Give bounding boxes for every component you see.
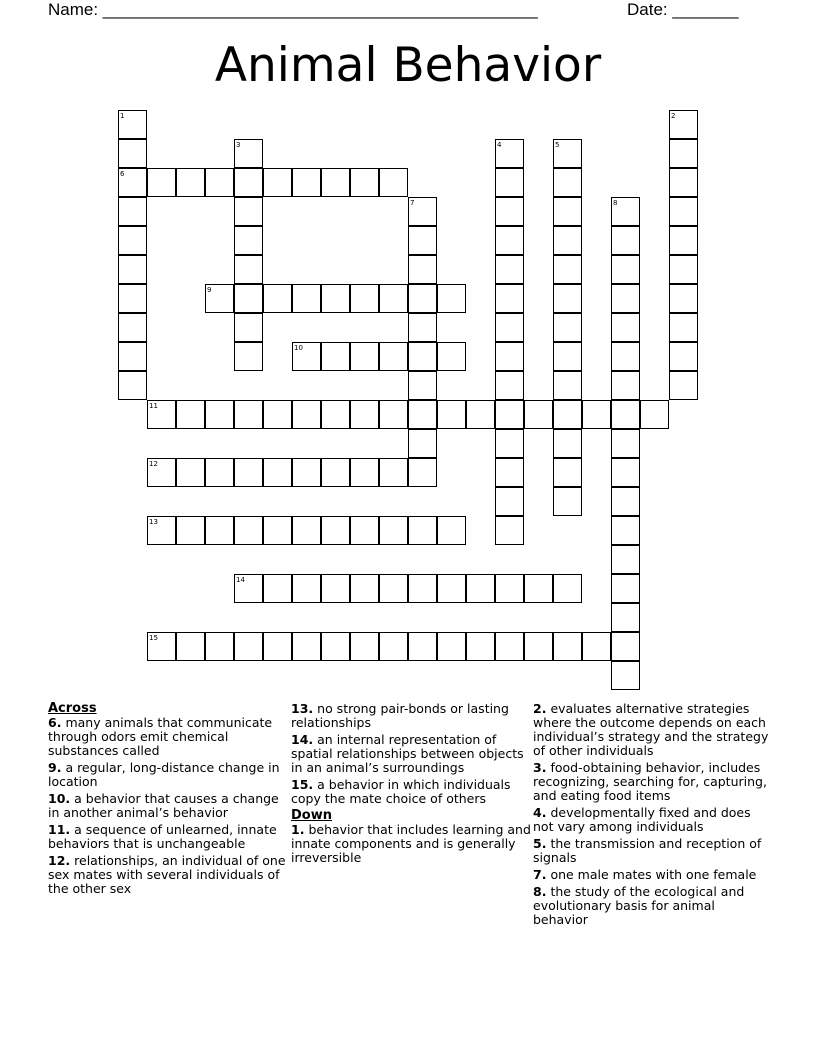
grid-cell[interactable] <box>611 342 640 371</box>
grid-cell[interactable] <box>234 255 263 284</box>
grid-cell[interactable] <box>118 313 147 342</box>
grid-cell[interactable] <box>379 342 408 371</box>
grid-cell[interactable] <box>350 574 379 603</box>
grid-cell[interactable] <box>292 284 321 313</box>
grid-cell[interactable] <box>553 487 582 516</box>
grid-cell[interactable] <box>553 632 582 661</box>
grid-cell[interactable] <box>379 516 408 545</box>
grid-cell[interactable] <box>263 284 292 313</box>
grid-cell[interactable] <box>553 226 582 255</box>
grid-cell[interactable] <box>611 429 640 458</box>
clue-number-label: 13 <box>149 518 158 526</box>
grid-cell[interactable] <box>321 400 350 429</box>
across-clue: 9. a regular, long-distance change in location <box>48 760 280 789</box>
grid-cell[interactable] <box>553 255 582 284</box>
grid-cell[interactable] <box>611 487 640 516</box>
grid-cell[interactable] <box>379 458 408 487</box>
down-clue: 7. one male mates with one female <box>533 867 757 882</box>
grid-cell[interactable] <box>263 400 292 429</box>
grid-cell[interactable] <box>495 458 524 487</box>
down-heading: Down <box>291 808 332 823</box>
grid-cell[interactable] <box>321 458 350 487</box>
grid-cell[interactable] <box>611 574 640 603</box>
grid-cell[interactable] <box>176 400 205 429</box>
across-clue: 6. many animals that communicate through odors emit chemical substances called <box>48 715 273 758</box>
grid-cell[interactable] <box>669 255 698 284</box>
grid-cell[interactable] <box>611 255 640 284</box>
grid-cell[interactable] <box>234 342 263 371</box>
grid-cell[interactable] <box>118 371 147 400</box>
grid-cell[interactable] <box>553 284 582 313</box>
grid-cell[interactable] <box>495 313 524 342</box>
grid-cell[interactable] <box>234 516 263 545</box>
grid-cell[interactable] <box>379 400 408 429</box>
grid-cell[interactable] <box>553 371 582 400</box>
down-clue: 1. behavior that includes learning and innate components and is generally irreversible <box>291 822 531 865</box>
grid-cell[interactable] <box>205 632 234 661</box>
grid-cell[interactable] <box>408 255 437 284</box>
grid-cell[interactable] <box>234 313 263 342</box>
grid-cell[interactable] <box>263 516 292 545</box>
grid-cell[interactable] <box>379 574 408 603</box>
grid-cell[interactable] <box>408 371 437 400</box>
grid-cell[interactable] <box>176 516 205 545</box>
grid-cell[interactable] <box>669 226 698 255</box>
grid-cell[interactable] <box>292 574 321 603</box>
grid-cell[interactable] <box>524 400 553 429</box>
across-clue: 14. an internal representation of spatial relationships between objects in an animal’s surroundings <box>291 732 524 775</box>
clue-number-label: 8 <box>613 199 618 207</box>
grid-cell[interactable] <box>350 400 379 429</box>
across-clue: 13. no strong pair-bonds or lasting relationships <box>291 701 509 730</box>
grid-cell[interactable] <box>437 342 466 371</box>
grid-cell[interactable] <box>611 284 640 313</box>
grid-cell[interactable] <box>553 574 582 603</box>
grid-cell[interactable] <box>553 429 582 458</box>
clue-number-label: 5 <box>555 141 560 149</box>
grid-cell[interactable] <box>669 197 698 226</box>
grid-cell[interactable] <box>205 168 234 197</box>
grid-cell[interactable] <box>118 284 147 313</box>
grid-cell[interactable] <box>669 168 698 197</box>
grid-cell[interactable] <box>437 516 466 545</box>
grid-cell[interactable] <box>524 574 553 603</box>
clue-number-label: 6 <box>120 170 125 178</box>
grid-cell[interactable] <box>437 574 466 603</box>
grid-cell[interactable] <box>524 632 553 661</box>
grid-cell[interactable] <box>408 226 437 255</box>
clue-number-label: 15 <box>149 634 158 642</box>
grid-cell[interactable] <box>495 342 524 371</box>
grid-cell[interactable] <box>495 487 524 516</box>
grid-cell[interactable] <box>118 342 147 371</box>
grid-cell[interactable] <box>292 168 321 197</box>
down-clue: 8. the study of the ecological and evolutionary basis for animal behavior <box>533 884 745 927</box>
clue-number-label: 7 <box>410 199 415 207</box>
grid-cell[interactable] <box>408 400 437 429</box>
grid-cell[interactable] <box>611 632 640 661</box>
grid-cell[interactable] <box>495 226 524 255</box>
grid-cell[interactable] <box>350 632 379 661</box>
grid-cell[interactable] <box>495 429 524 458</box>
grid-cell[interactable] <box>118 255 147 284</box>
grid-cell[interactable] <box>321 516 350 545</box>
clue-number-label: 12 <box>149 460 158 468</box>
grid-cell[interactable] <box>379 168 408 197</box>
grid-cell[interactable] <box>176 168 205 197</box>
grid-cell[interactable] <box>408 574 437 603</box>
grid-cell[interactable] <box>408 632 437 661</box>
grid-cell[interactable] <box>205 458 234 487</box>
page-title: Animal Behavior <box>214 38 602 93</box>
grid-cell[interactable] <box>582 632 611 661</box>
clues-column-2 <box>291 702 531 868</box>
grid-cell[interactable] <box>321 284 350 313</box>
grid-cell[interactable] <box>118 226 147 255</box>
grid-cell[interactable] <box>553 458 582 487</box>
grid-cell[interactable] <box>234 632 263 661</box>
grid-cell[interactable] <box>466 574 495 603</box>
across-clue: 15. a behavior in which individuals copy the mate choice of others <box>291 777 511 806</box>
grid-cell[interactable] <box>466 400 495 429</box>
grid-cell[interactable] <box>495 400 524 429</box>
grid-cell[interactable] <box>495 371 524 400</box>
grid-cell[interactable] <box>669 139 698 168</box>
grid-cell[interactable] <box>640 400 669 429</box>
clue-number-label: 10 <box>294 344 303 352</box>
grid-cell[interactable] <box>408 429 437 458</box>
grid-cell[interactable] <box>437 632 466 661</box>
grid-cell[interactable] <box>582 400 611 429</box>
grid-cell[interactable] <box>408 516 437 545</box>
clue-number-label: 1 <box>120 112 125 120</box>
down-clue: 4. developmentally fixed and does not vary among individuals <box>533 805 751 834</box>
grid-cell[interactable] <box>147 168 176 197</box>
grid-cell[interactable] <box>611 603 640 632</box>
grid-cell[interactable] <box>495 255 524 284</box>
grid-cell[interactable] <box>234 400 263 429</box>
grid-cell[interactable] <box>437 400 466 429</box>
grid-cell[interactable] <box>176 458 205 487</box>
grid-cell[interactable] <box>350 342 379 371</box>
grid-cell[interactable] <box>611 545 640 574</box>
grid-cell[interactable] <box>321 342 350 371</box>
grid-cell[interactable] <box>321 632 350 661</box>
grid-cell[interactable] <box>263 168 292 197</box>
grid-cell[interactable] <box>611 371 640 400</box>
grid-cell[interactable] <box>205 516 234 545</box>
grid-cell[interactable] <box>437 284 466 313</box>
grid-cell[interactable] <box>553 342 582 371</box>
grid-cell[interactable] <box>669 371 698 400</box>
grid-cell[interactable] <box>118 139 147 168</box>
across-clue: 12. relationships, an individual of one sex mates with several individuals of the other sex <box>48 853 286 896</box>
grid-cell[interactable] <box>263 458 292 487</box>
grid-cell[interactable] <box>611 661 640 690</box>
grid-cell[interactable] <box>466 632 495 661</box>
grid-cell[interactable] <box>408 313 437 342</box>
across-heading: Across <box>48 701 97 716</box>
grid-cell[interactable] <box>553 168 582 197</box>
date-field-line: Date: _______ <box>627 0 739 19</box>
grid-cell[interactable] <box>350 516 379 545</box>
across-clue-list <box>48 716 288 896</box>
grid-cell[interactable] <box>408 458 437 487</box>
grid-cell[interactable] <box>379 632 408 661</box>
grid-cell[interactable] <box>292 632 321 661</box>
grid-cell[interactable] <box>495 168 524 197</box>
grid-cell[interactable] <box>611 516 640 545</box>
grid-cell[interactable] <box>176 632 205 661</box>
grid-cell[interactable] <box>495 284 524 313</box>
down-clue: 5. the transmission and reception of signals <box>533 836 762 865</box>
grid-cell[interactable] <box>379 284 408 313</box>
down-clue: 3. food-obtaining behavior, includes recognizing, searching for, capturing, and eating food items <box>533 760 767 803</box>
grid-cell[interactable] <box>611 313 640 342</box>
grid-cell[interactable] <box>495 197 524 226</box>
clues-column-3 <box>533 702 773 930</box>
grid-cell[interactable] <box>234 168 263 197</box>
across-clue: 10. a behavior that causes a change in another animal’s behavior <box>48 791 279 820</box>
grid-cell[interactable] <box>234 458 263 487</box>
grid-cell[interactable] <box>611 400 640 429</box>
name-field-line: Name: ______________________________________________ <box>48 0 538 19</box>
clue-number-label: 9 <box>207 286 212 294</box>
grid-cell[interactable] <box>553 313 582 342</box>
grid-cell[interactable] <box>234 197 263 226</box>
grid-cell[interactable] <box>495 516 524 545</box>
grid-cell[interactable] <box>408 342 437 371</box>
grid-cell[interactable] <box>350 168 379 197</box>
grid-cell[interactable] <box>669 313 698 342</box>
grid-cell[interactable] <box>350 458 379 487</box>
grid-cell[interactable] <box>292 400 321 429</box>
across-clue: 11. a sequence of unlearned, innate behaviors that is unchangeable <box>48 822 277 851</box>
grid-cell[interactable] <box>263 632 292 661</box>
grid-cell[interactable] <box>321 574 350 603</box>
grid-cell[interactable] <box>669 342 698 371</box>
grid-cell[interactable] <box>611 458 640 487</box>
grid-cell[interactable] <box>669 284 698 313</box>
grid-cell[interactable] <box>408 284 437 313</box>
grid-cell[interactable] <box>321 168 350 197</box>
grid-cell[interactable] <box>553 197 582 226</box>
clue-number-label: 14 <box>236 576 245 584</box>
grid-cell[interactable] <box>292 458 321 487</box>
grid-cell[interactable] <box>263 574 292 603</box>
grid-cell[interactable] <box>495 574 524 603</box>
down-clue: 2. evaluates alternative strategies where the outcome depends on each individual’s strategy and the strategy of other individuals <box>533 701 769 758</box>
clue-number-label: 4 <box>497 141 502 149</box>
grid-cell[interactable] <box>495 632 524 661</box>
grid-cell[interactable] <box>205 400 234 429</box>
grid-cell[interactable] <box>292 516 321 545</box>
grid-cell[interactable] <box>118 197 147 226</box>
clue-number-label: 2 <box>671 112 676 120</box>
grid-cell[interactable] <box>611 226 640 255</box>
grid-cell[interactable] <box>234 284 263 313</box>
clues-column-1 <box>48 702 288 899</box>
clue-number-label: 3 <box>236 141 241 149</box>
clue-number-label: 11 <box>149 402 158 410</box>
grid-cell[interactable] <box>350 284 379 313</box>
grid-cell[interactable] <box>553 400 582 429</box>
grid-cell[interactable] <box>234 226 263 255</box>
